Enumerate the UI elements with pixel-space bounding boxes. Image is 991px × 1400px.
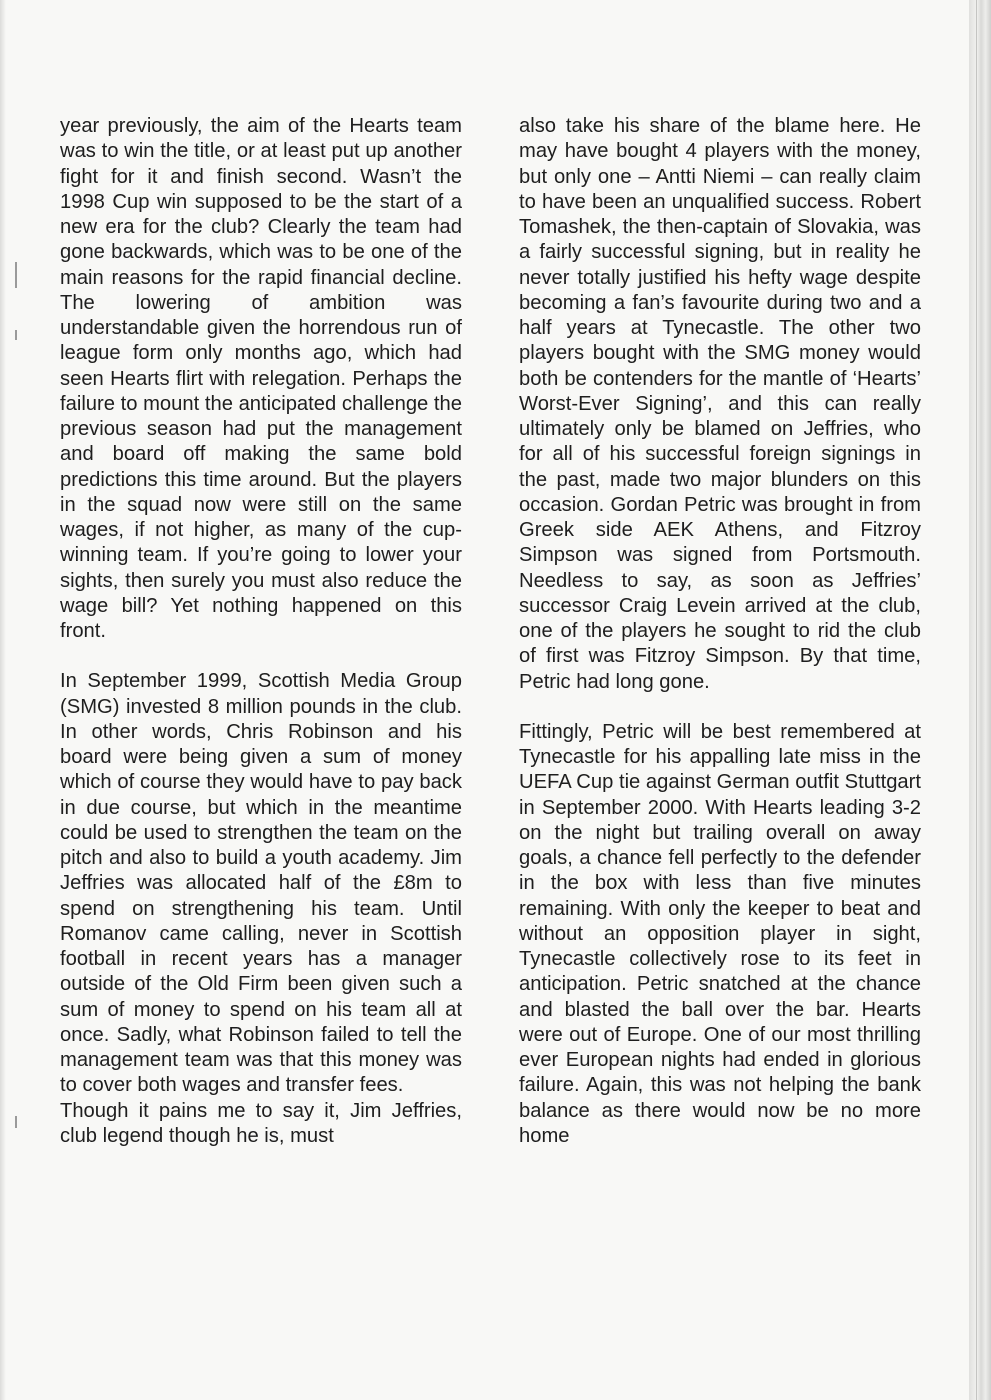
left-column <box>60 114 462 1149</box>
right-column <box>519 114 921 1149</box>
margin-mark <box>15 262 17 288</box>
body-paragraph: Though it pains me to say it, Jim Jeffries, club legend though he is, must <box>60 1099 462 1147</box>
margin-mark <box>15 330 17 340</box>
page-edge-line <box>976 0 977 1400</box>
body-paragraph: year previously, the aim of the Hearts team was to win the title, or at least put up another fight for it and finish second. Wasn’t the 1998 Cup win supposed to be the start of a new era for the club? Clearly the team had gone backwards, which was to be one of the main reasons for the rapid financial decline. The lowering of ambition was understandable given the horrendous run of league form only months ago, which had seen Hearts flirt with relegation. Perhaps the failure to mount the anticipated challenge the previous season had put the management and board off making the same bold predictions this time around. But the players in the squad now were still on the same wages, if not higher, as many of the cup-winning team. If you’re going to lower your sights, then surely you must also reduce the wage bill? Yet nothing happened on this front. <box>60 115 462 642</box>
body-paragraph: Fittingly, Petric will be best remembered at Tynecastle for his appalling late miss in the UEFA Cup tie against German outfit Stuttgart in September 2000. With Hearts leading 3-2 on the night but trailing overall on away goals, a chance fell perfectly to the defender in the box with less than five minutes remaining. With only the keeper to beat and without an opposition player in sight, Tynecastle collectively rose to its feet in anticipation. Petric snatched at the chance and blasted the ball over the bar. Hearts were out of Europe. One of our most thrilling ever European nights had ended in glorious failure. Again, this was not helping the bank balance as there would now be no more home <box>519 720 921 1147</box>
body-paragraph: also take his share of the blame here. He may have bought 4 players with the money, but only one – Antti Niemi – can really claim to have been an unqualified success. Robert Tomashek, the then-captain of Slovakia, was a fairly successful signing, but in reality he never totally justified his hefty wage despite becoming a fan’s favourite during two and a half years at Tynecastle. The other two players bought with the SMG money would both be contenders for the mantle of ‘Hearts’ Worst-Ever Signing’, and this can really ultimately only be blamed on Jeffries, who for all of his successful foreign signings in the past, made two major blunders on this occasion. Gordan Petric was brought in from Greek side AEK Athens, and Fitzroy Simpson was signed from Portsmouth. Needless to say, as soon as Jeffries’ successor Craig Levein arrived at the club, one of the players he sought to rid the club of first was Fitzroy Simpson. By that time, Petric had long gone. <box>519 115 921 693</box>
margin-mark <box>15 1116 17 1128</box>
body-paragraph: In September 1999, Scottish Media Group (SMG) invested 8 million pounds in the club. In other words, Chris Robinson and his board were being given a sum of money which of course they would have to pay back in due course, but which in the meantime could be used to strengthen the team on the pitch and also to build a youth academy. Jim Jeffries was allocated half of the £8m to spend on strengthening his team. Until Romanov came calling, never in Scottish football in recent years has a manager outside of the Old Firm been given such a sum of money to spend on his team all at once. Sadly, what Robinson failed to tell the management team was that this money was to cover both wages and transfer fees. <box>60 670 462 1097</box>
page-gutter-shadow <box>0 0 6 1400</box>
page-edge <box>969 0 991 1400</box>
